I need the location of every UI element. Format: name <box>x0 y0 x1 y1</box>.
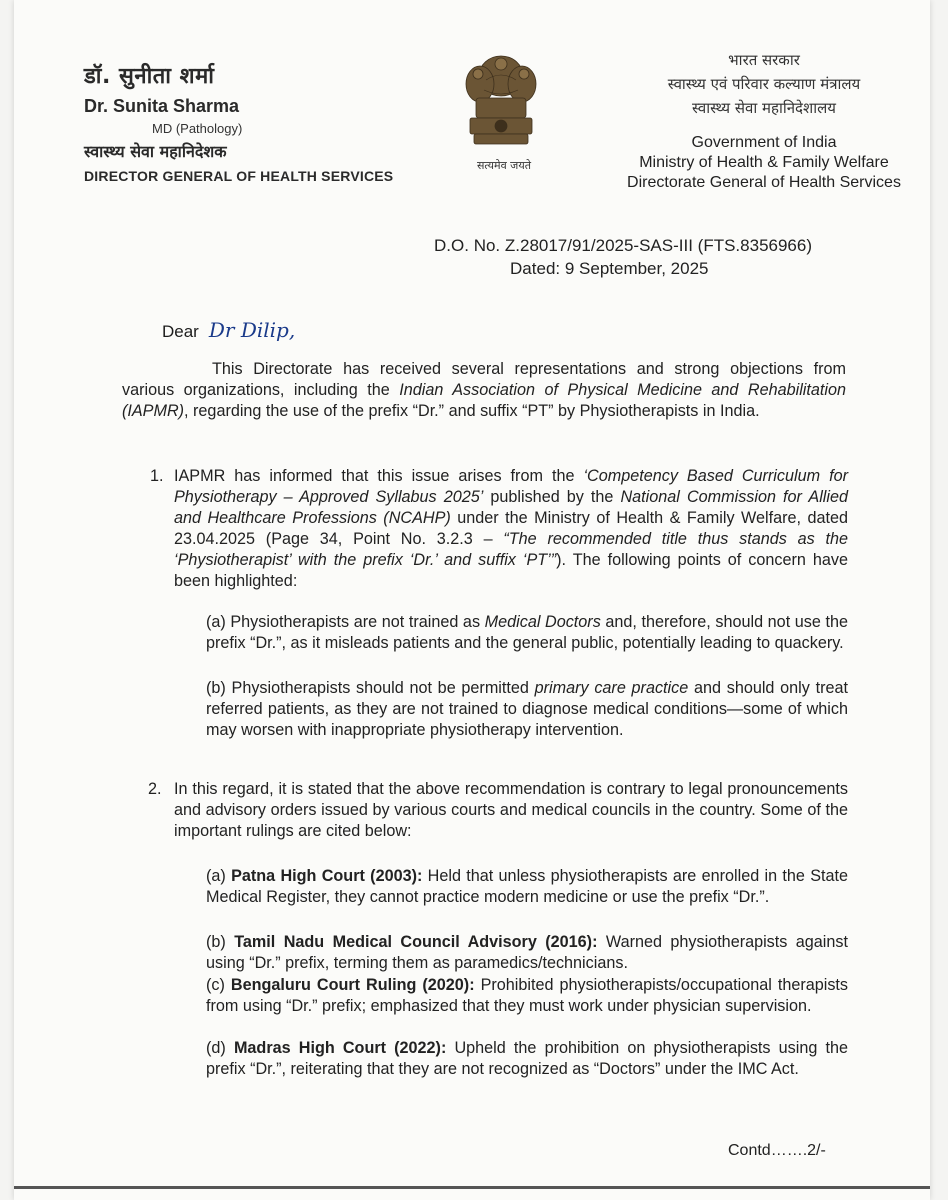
ruling-label: (a) <box>206 867 232 885</box>
p1-text-e: under the Ministry of Health & Family Welfare, dated 23.04.2025 (Page 34, Point No. 3.2.3 – <box>174 509 848 548</box>
sender-name: Dr. Sunita Sharma <box>84 96 240 116</box>
footer-rule <box>14 1186 930 1189</box>
ruling-court: Bengaluru Court Ruling (2020): <box>230 976 475 994</box>
sender-title: DIRECTOR GENERAL OF HEALTH SERVICES <box>84 168 394 184</box>
point-1 <box>150 466 848 592</box>
letter-date: Dated: 9 September, 2025 <box>510 259 709 278</box>
intro-text-1: This Directorate has received several representations and strong objections from various organizations, including the <box>122 360 846 399</box>
ruling-c <box>206 975 848 1017</box>
ruling-d <box>206 1038 848 1080</box>
emblem-motto: सत्यमेव जयते <box>476 159 531 172</box>
p1a-text-1: (a) Physiotherapists are not trained as <box>206 613 485 631</box>
letter-page <box>14 0 930 1200</box>
p1b-text-2: primary care practice <box>534 679 689 697</box>
continued-marker: Contd…….2/- <box>728 1142 826 1159</box>
intro-text-org: Indian Association of Physical Medicine and Rehabilitation (IAPMR) <box>122 381 846 420</box>
sender-name-hindi: डॉ. सुनीता शर्मा <box>84 64 215 89</box>
sender-degree: MD (Pathology) <box>152 121 243 136</box>
p1a-text-2: Medical Doctors <box>484 613 601 631</box>
point-2 <box>148 779 848 842</box>
ruling-b <box>206 932 848 974</box>
point-1-text <box>174 466 848 592</box>
p1-text-a: IAPMR has informed that this issue arises from the <box>174 467 584 485</box>
ruling-court: Madras High Court (2022): <box>233 1039 447 1057</box>
p1-text-d: National Commission for Allied and Healthcare Professions (NCAHP) <box>174 488 848 527</box>
ruling-label: (b) <box>206 933 235 951</box>
ruling-label: (d) <box>206 1039 234 1057</box>
gov-hindi-line3: स्वास्थ्य सेवा महानिदेशालय <box>692 99 836 117</box>
point-1-sub-a <box>206 612 848 654</box>
ruling-text: Warned physiotherapists against using “Dr.” prefix, terming them as paramedics/technicians. <box>206 933 848 972</box>
salutation <box>162 318 295 342</box>
ministry-block <box>614 50 914 192</box>
point-2-text: In this regard, it is stated that the above recommendation is contrary to legal pronouncements and advisory orders issued by various courts and medical councils in the country. Some of the important rulings are cited below: <box>174 780 848 840</box>
p1b-text-1: (b) Physiotherapists should not be permitted <box>206 679 535 697</box>
gov-hindi-line1: भारत सरकार <box>728 51 800 69</box>
salutation-dear: Dear <box>162 322 199 341</box>
p1a-text-3: and, therefore, should not use the prefix “Dr.”, as it misleads patients and the general public, potentially leading to quackery. <box>206 613 848 652</box>
p1-text-b: ‘Competency Based Curriculum for Physiotherapy – Approved Syllabus 2025’ <box>174 467 848 506</box>
do-number: D.O. No. Z.28017/91/2025-SAS-III (FTS.8356966) <box>434 236 812 255</box>
ruling-text: Held that unless physiotherapists are enrolled in the State Medical Register, they cannot practice modern medicine or use the prefix “Dr.”. <box>206 867 848 906</box>
ruling-text: Prohibited physiotherapists/occupational therapists from using “Dr.” prefix; emphasized that they must work under physician supervision. <box>206 976 849 1015</box>
p1b-text-3: and should only treat referred patients, as they are not trained to diagnose medical conditions—some of which may worsen with inappropriate physiotherapy intervention. <box>206 679 848 739</box>
ruling-court: Patna High Court (2003): <box>231 867 423 885</box>
p1-text-f: “The recommended title thus stands as the ‘Physiotherapist’ with the prefix ‘Dr.’ and suffix ‘PT’” <box>174 530 848 569</box>
ruling-label: (c) <box>206 976 231 994</box>
intro-paragraph <box>122 359 846 422</box>
ruling-a <box>206 866 848 908</box>
ruling-court: Tamil Nadu Medical Council Advisory (2016): <box>234 933 598 951</box>
point-1-sub-b <box>206 678 848 741</box>
intro-text-2: , regarding the use of the prefix “Dr.” and suffix “PT” by Physiotherapists in India. <box>184 402 760 420</box>
p1-text-g: ). The following points of concern have been highlighted: <box>174 551 848 590</box>
point-2-number: 2. <box>148 780 162 798</box>
gov-english-line1: Government of India <box>691 134 837 151</box>
ruling-text: Upheld the prohibition on physiotherapists using the prefix “Dr.”, reiterating that they are not recognized as “Doctors” under the IMC Act. <box>206 1039 849 1078</box>
sender-title-hindi: स्वास्थ्य सेवा महानिदेशक <box>84 142 227 161</box>
p1-text-c: published by the <box>483 488 621 506</box>
sender-block <box>84 60 404 184</box>
reference-block <box>434 234 812 280</box>
gov-english-line2: Ministry of Health & Family Welfare <box>639 154 889 171</box>
handwritten-addressee: Dr Dilip, <box>208 318 296 342</box>
gov-english-line3: Directorate General of Health Services <box>627 174 901 191</box>
point-1-number: 1. <box>150 467 164 485</box>
gov-hindi-line2: स्वास्थ्य एवं परिवार कल्याण मंत्रालय <box>667 75 861 93</box>
